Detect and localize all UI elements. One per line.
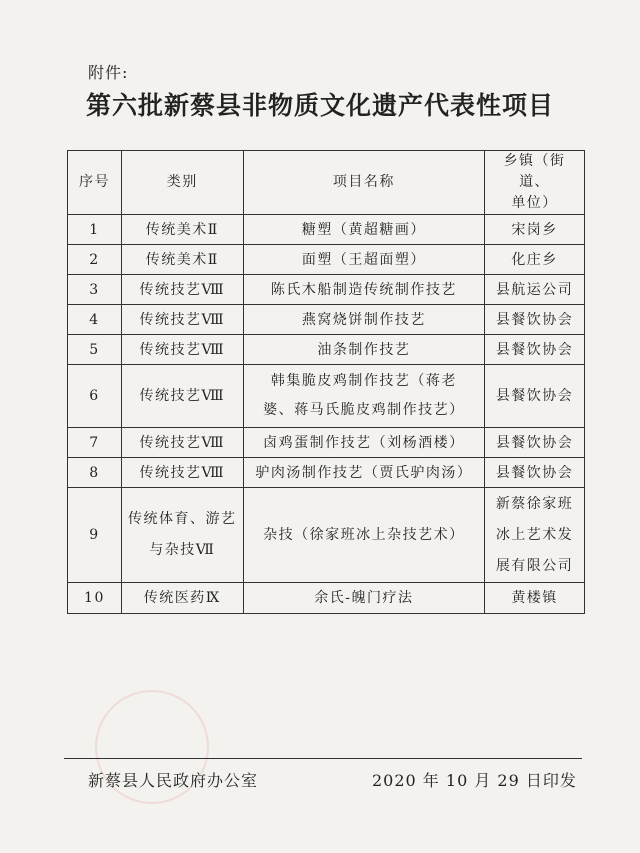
cell-town	[485, 583, 585, 614]
table-row	[68, 335, 585, 365]
cell-category-line: 传统体育、游艺	[128, 511, 237, 527]
cell-town-line: 展有限公司	[495, 557, 574, 574]
cell-category	[121, 305, 243, 335]
cell-town-line: 县餐饮协会	[495, 434, 574, 451]
cell-category-line: 传统技艺Ⅷ	[139, 434, 226, 451]
table-row	[68, 488, 585, 583]
cell-town-line: 新蔡徐家班	[495, 495, 574, 512]
table-row	[68, 215, 585, 245]
cell-index: 5	[68, 335, 122, 365]
cell-name-line: 驴肉汤制作技艺（贾氏驴肉汤）	[255, 464, 473, 481]
table-row	[68, 365, 585, 428]
cell-town-line: 黄楼镇	[511, 590, 558, 606]
cell-town	[485, 245, 585, 275]
table-row	[68, 305, 585, 335]
cell-category-line: 传统美术Ⅱ	[145, 251, 219, 268]
cell-name-line: 余氏-魄门疗法	[314, 590, 414, 606]
cell-town-line: 县航运公司	[495, 281, 574, 298]
cell-town-line: 县餐饮协会	[495, 311, 574, 328]
cell-category-line: 传统技艺Ⅷ	[139, 281, 226, 298]
cell-category	[121, 245, 243, 275]
footer-date: 2020 年 10 月 29 日印发	[372, 771, 577, 790]
cell-category-line: 传统技艺Ⅷ	[139, 387, 226, 404]
cell-name-line: 杂技（徐家班冰上杂技艺术）	[263, 526, 465, 543]
heritage-project-table	[67, 150, 585, 614]
cell-town-line: 县餐饮协会	[495, 464, 574, 481]
table-row	[68, 583, 585, 614]
cell-category	[121, 488, 243, 583]
cell-index: 1	[68, 215, 122, 245]
header-town-line: 乡镇（街道、	[503, 153, 566, 190]
header-category: 类别	[121, 151, 243, 215]
header-town	[485, 151, 585, 215]
footer-issuer: 新蔡县人民政府办公室	[88, 771, 259, 790]
cell-category-line: 传统技艺Ⅷ	[139, 464, 226, 481]
cell-category	[121, 365, 243, 428]
cell-category	[121, 458, 243, 488]
cell-index: 9	[68, 488, 122, 583]
cell-name-line: 面塑（王超面塑）	[301, 251, 426, 268]
footer-divider	[64, 758, 582, 759]
cell-category	[121, 428, 243, 458]
cell-name	[243, 583, 484, 614]
cell-name	[243, 275, 484, 305]
cell-town	[485, 428, 585, 458]
header-name: 项目名称	[243, 151, 484, 215]
cell-category-line: 传统技艺Ⅷ	[139, 341, 226, 358]
header-index: 序号	[68, 151, 122, 215]
cell-index: 2	[68, 245, 122, 275]
cell-name	[243, 245, 484, 275]
cell-name-line: 油条制作技艺	[317, 341, 411, 358]
cell-name-line: 韩集脆皮鸡制作技艺（蒋老	[270, 373, 457, 389]
cell-town-line: 化庄乡	[511, 251, 558, 268]
cell-category	[121, 583, 243, 614]
cell-name	[243, 365, 484, 428]
table-row	[68, 458, 585, 488]
table-header-row	[68, 151, 585, 215]
cell-name-line: 糖塑（黄超糖画）	[301, 221, 426, 238]
cell-town	[485, 275, 585, 305]
cell-category	[121, 215, 243, 245]
cell-name	[243, 335, 484, 365]
header-town-line: 单位）	[511, 195, 558, 211]
cell-category	[121, 335, 243, 365]
cell-name-line: 卤鸡蛋制作技艺（刘杨酒楼）	[263, 434, 465, 451]
cell-town-line: 县餐饮协会	[495, 387, 574, 404]
cell-index: 4	[68, 305, 122, 335]
cell-town-line: 县餐饮协会	[495, 341, 574, 358]
cell-town	[485, 215, 585, 245]
cell-category-line: 传统技艺Ⅷ	[139, 311, 226, 328]
cell-town	[485, 365, 585, 428]
table-row	[68, 245, 585, 275]
cell-town-line: 宋岗乡	[511, 221, 558, 238]
table-row	[68, 275, 585, 305]
cell-town	[485, 488, 585, 583]
cell-category-line: 传统医药Ⅸ	[143, 590, 221, 606]
cell-name-line: 燕窝烧饼制作技艺	[301, 311, 426, 328]
cell-town	[485, 305, 585, 335]
cell-index: 3	[68, 275, 122, 305]
cell-index: 7	[68, 428, 122, 458]
document-title: 第六批新蔡县非物质文化遗产代表性项目	[85, 91, 554, 120]
table-row	[68, 428, 585, 458]
cell-index: 10	[68, 583, 122, 614]
cell-name	[243, 428, 484, 458]
cell-category	[121, 275, 243, 305]
cell-name	[243, 488, 484, 583]
cell-category-line: 传统美术Ⅱ	[145, 221, 219, 238]
cell-name	[243, 215, 484, 245]
cell-town	[485, 335, 585, 365]
cell-name	[243, 458, 484, 488]
cell-category-line: 与杂技Ⅶ	[149, 542, 216, 558]
cell-town	[485, 458, 585, 488]
cell-name-line: 婆、蒋马氏脆皮鸡制作技艺）	[263, 402, 465, 418]
attachment-label: 附件:	[88, 63, 129, 82]
cell-name-line: 陈氏木船制造传统制作技艺	[270, 281, 457, 298]
cell-index: 8	[68, 458, 122, 488]
cell-name	[243, 305, 484, 335]
cell-town-line: 冰上艺术发	[495, 526, 574, 543]
cell-index: 6	[68, 365, 122, 428]
